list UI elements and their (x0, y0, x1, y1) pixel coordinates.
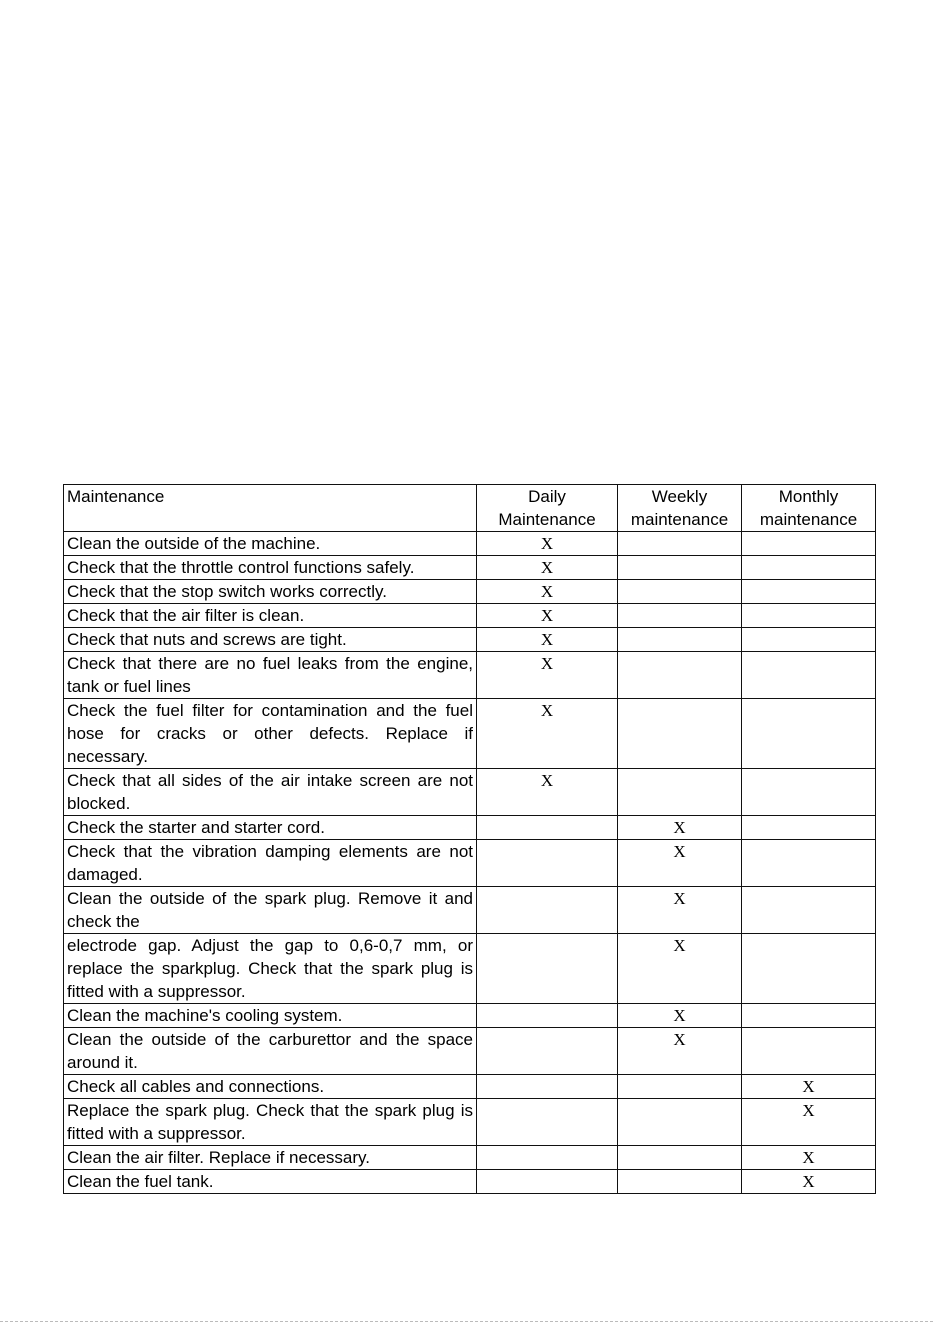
daily-cell: X (477, 580, 618, 604)
header-weekly-line-2: maintenance (630, 510, 729, 529)
header-daily-line-2: Maintenance (498, 510, 596, 529)
task-cell: Clean the outside of the machine. (64, 532, 477, 556)
daily-cell (477, 887, 618, 934)
daily-cell (477, 1028, 618, 1075)
task-cell: Check that the throttle control functions safely. (64, 556, 477, 580)
weekly-cell: X (618, 816, 742, 840)
monthly-cell (742, 769, 876, 816)
monthly-cell: X (742, 1170, 876, 1194)
daily-cell (477, 840, 618, 887)
daily-cell: X (477, 628, 618, 652)
table-row (64, 652, 876, 699)
monthly-cell: X (742, 1099, 876, 1146)
monthly-cell (742, 604, 876, 628)
table-row (64, 604, 876, 628)
header-daily-line-1: Daily (528, 487, 566, 506)
task-cell: Check that nuts and screws are tight. (64, 628, 477, 652)
daily-cell (477, 934, 618, 1004)
weekly-cell: X (618, 934, 742, 1004)
daily-cell (477, 1004, 618, 1028)
header-monthly-line-2: maintenance (759, 510, 858, 529)
table-row (64, 934, 876, 1004)
monthly-cell (742, 652, 876, 699)
task-cell: Check all cables and connections. (64, 1075, 477, 1099)
monthly-cell (742, 699, 876, 769)
header-weekly-line-1: Weekly (651, 487, 708, 506)
weekly-cell (618, 532, 742, 556)
daily-cell (477, 1099, 618, 1146)
header-monthly-line-1: Monthly (778, 487, 839, 506)
weekly-cell (618, 1075, 742, 1099)
table-row (64, 1146, 876, 1170)
monthly-cell: X (742, 1146, 876, 1170)
daily-cell: X (477, 556, 618, 580)
weekly-cell (618, 556, 742, 580)
task-cell: Clean the air filter. Replace if necessary. (64, 1146, 477, 1170)
monthly-cell (742, 1004, 876, 1028)
task-cell: Check that all sides of the air intake screen are not blocked. (64, 769, 477, 816)
table-row (64, 1170, 876, 1194)
weekly-cell (618, 769, 742, 816)
monthly-cell (742, 556, 876, 580)
header-maintenance: Maintenance (64, 485, 477, 532)
daily-cell: X (477, 652, 618, 699)
task-cell: Clean the machine's cooling system. (64, 1004, 477, 1028)
task-cell: Clean the outside of the spark plug. Remove it and check the (64, 887, 477, 934)
monthly-cell (742, 532, 876, 556)
table-row (64, 628, 876, 652)
task-cell: Check that there are no fuel leaks from the engine, tank or fuel lines (64, 652, 477, 699)
task-cell: Check the starter and starter cord. (64, 816, 477, 840)
task-cell: Clean the outside of the carburettor and the space around it. (64, 1028, 477, 1075)
monthly-cell: X (742, 1075, 876, 1099)
table-row (64, 816, 876, 840)
weekly-cell (618, 628, 742, 652)
monthly-cell (742, 628, 876, 652)
weekly-cell: X (618, 840, 742, 887)
table-row (64, 887, 876, 934)
weekly-cell (618, 604, 742, 628)
monthly-cell (742, 816, 876, 840)
weekly-cell (618, 1170, 742, 1194)
table-body (64, 532, 876, 1194)
weekly-cell: X (618, 1028, 742, 1075)
monthly-cell (742, 580, 876, 604)
weekly-cell (618, 652, 742, 699)
header-weekly (618, 485, 742, 532)
daily-cell: X (477, 532, 618, 556)
monthly-cell (742, 934, 876, 1004)
table-row (64, 580, 876, 604)
monthly-cell (742, 887, 876, 934)
table-row (64, 769, 876, 816)
table-row (64, 1004, 876, 1028)
task-cell: Clean the fuel tank. (64, 1170, 477, 1194)
table-row (64, 1028, 876, 1075)
task-cell: Check that the air filter is clean. (64, 604, 477, 628)
table-row (64, 532, 876, 556)
weekly-cell (618, 1146, 742, 1170)
daily-cell: X (477, 769, 618, 816)
table-row (64, 1099, 876, 1146)
monthly-cell (742, 1028, 876, 1075)
task-cell: Check that the stop switch works correctly. (64, 580, 477, 604)
table-row (64, 840, 876, 887)
task-cell: electrode gap. Adjust the gap to 0,6-0,7 mm, or replace the sparkplug. Check that the spark plug is fitted with a suppressor. (64, 934, 477, 1004)
daily-cell (477, 1075, 618, 1099)
header-daily (477, 485, 618, 532)
table-header-row (64, 485, 876, 532)
page-bottom-edge (0, 1321, 933, 1322)
daily-cell (477, 816, 618, 840)
daily-cell: X (477, 699, 618, 769)
daily-cell (477, 1146, 618, 1170)
maintenance-schedule-table (63, 484, 876, 1194)
task-cell: Check that the vibration damping elements are not damaged. (64, 840, 477, 887)
weekly-cell: X (618, 887, 742, 934)
table-row (64, 1075, 876, 1099)
table-row (64, 699, 876, 769)
task-cell: Replace the spark plug. Check that the spark plug is fitted with a suppressor. (64, 1099, 477, 1146)
weekly-cell (618, 580, 742, 604)
daily-cell (477, 1170, 618, 1194)
daily-cell: X (477, 604, 618, 628)
header-monthly (742, 485, 876, 532)
table-row (64, 556, 876, 580)
weekly-cell: X (618, 1004, 742, 1028)
task-cell: Check the fuel filter for contamination and the fuel hose for cracks or other defects. Replace if necessary. (64, 699, 477, 769)
weekly-cell (618, 1099, 742, 1146)
weekly-cell (618, 699, 742, 769)
monthly-cell (742, 840, 876, 887)
